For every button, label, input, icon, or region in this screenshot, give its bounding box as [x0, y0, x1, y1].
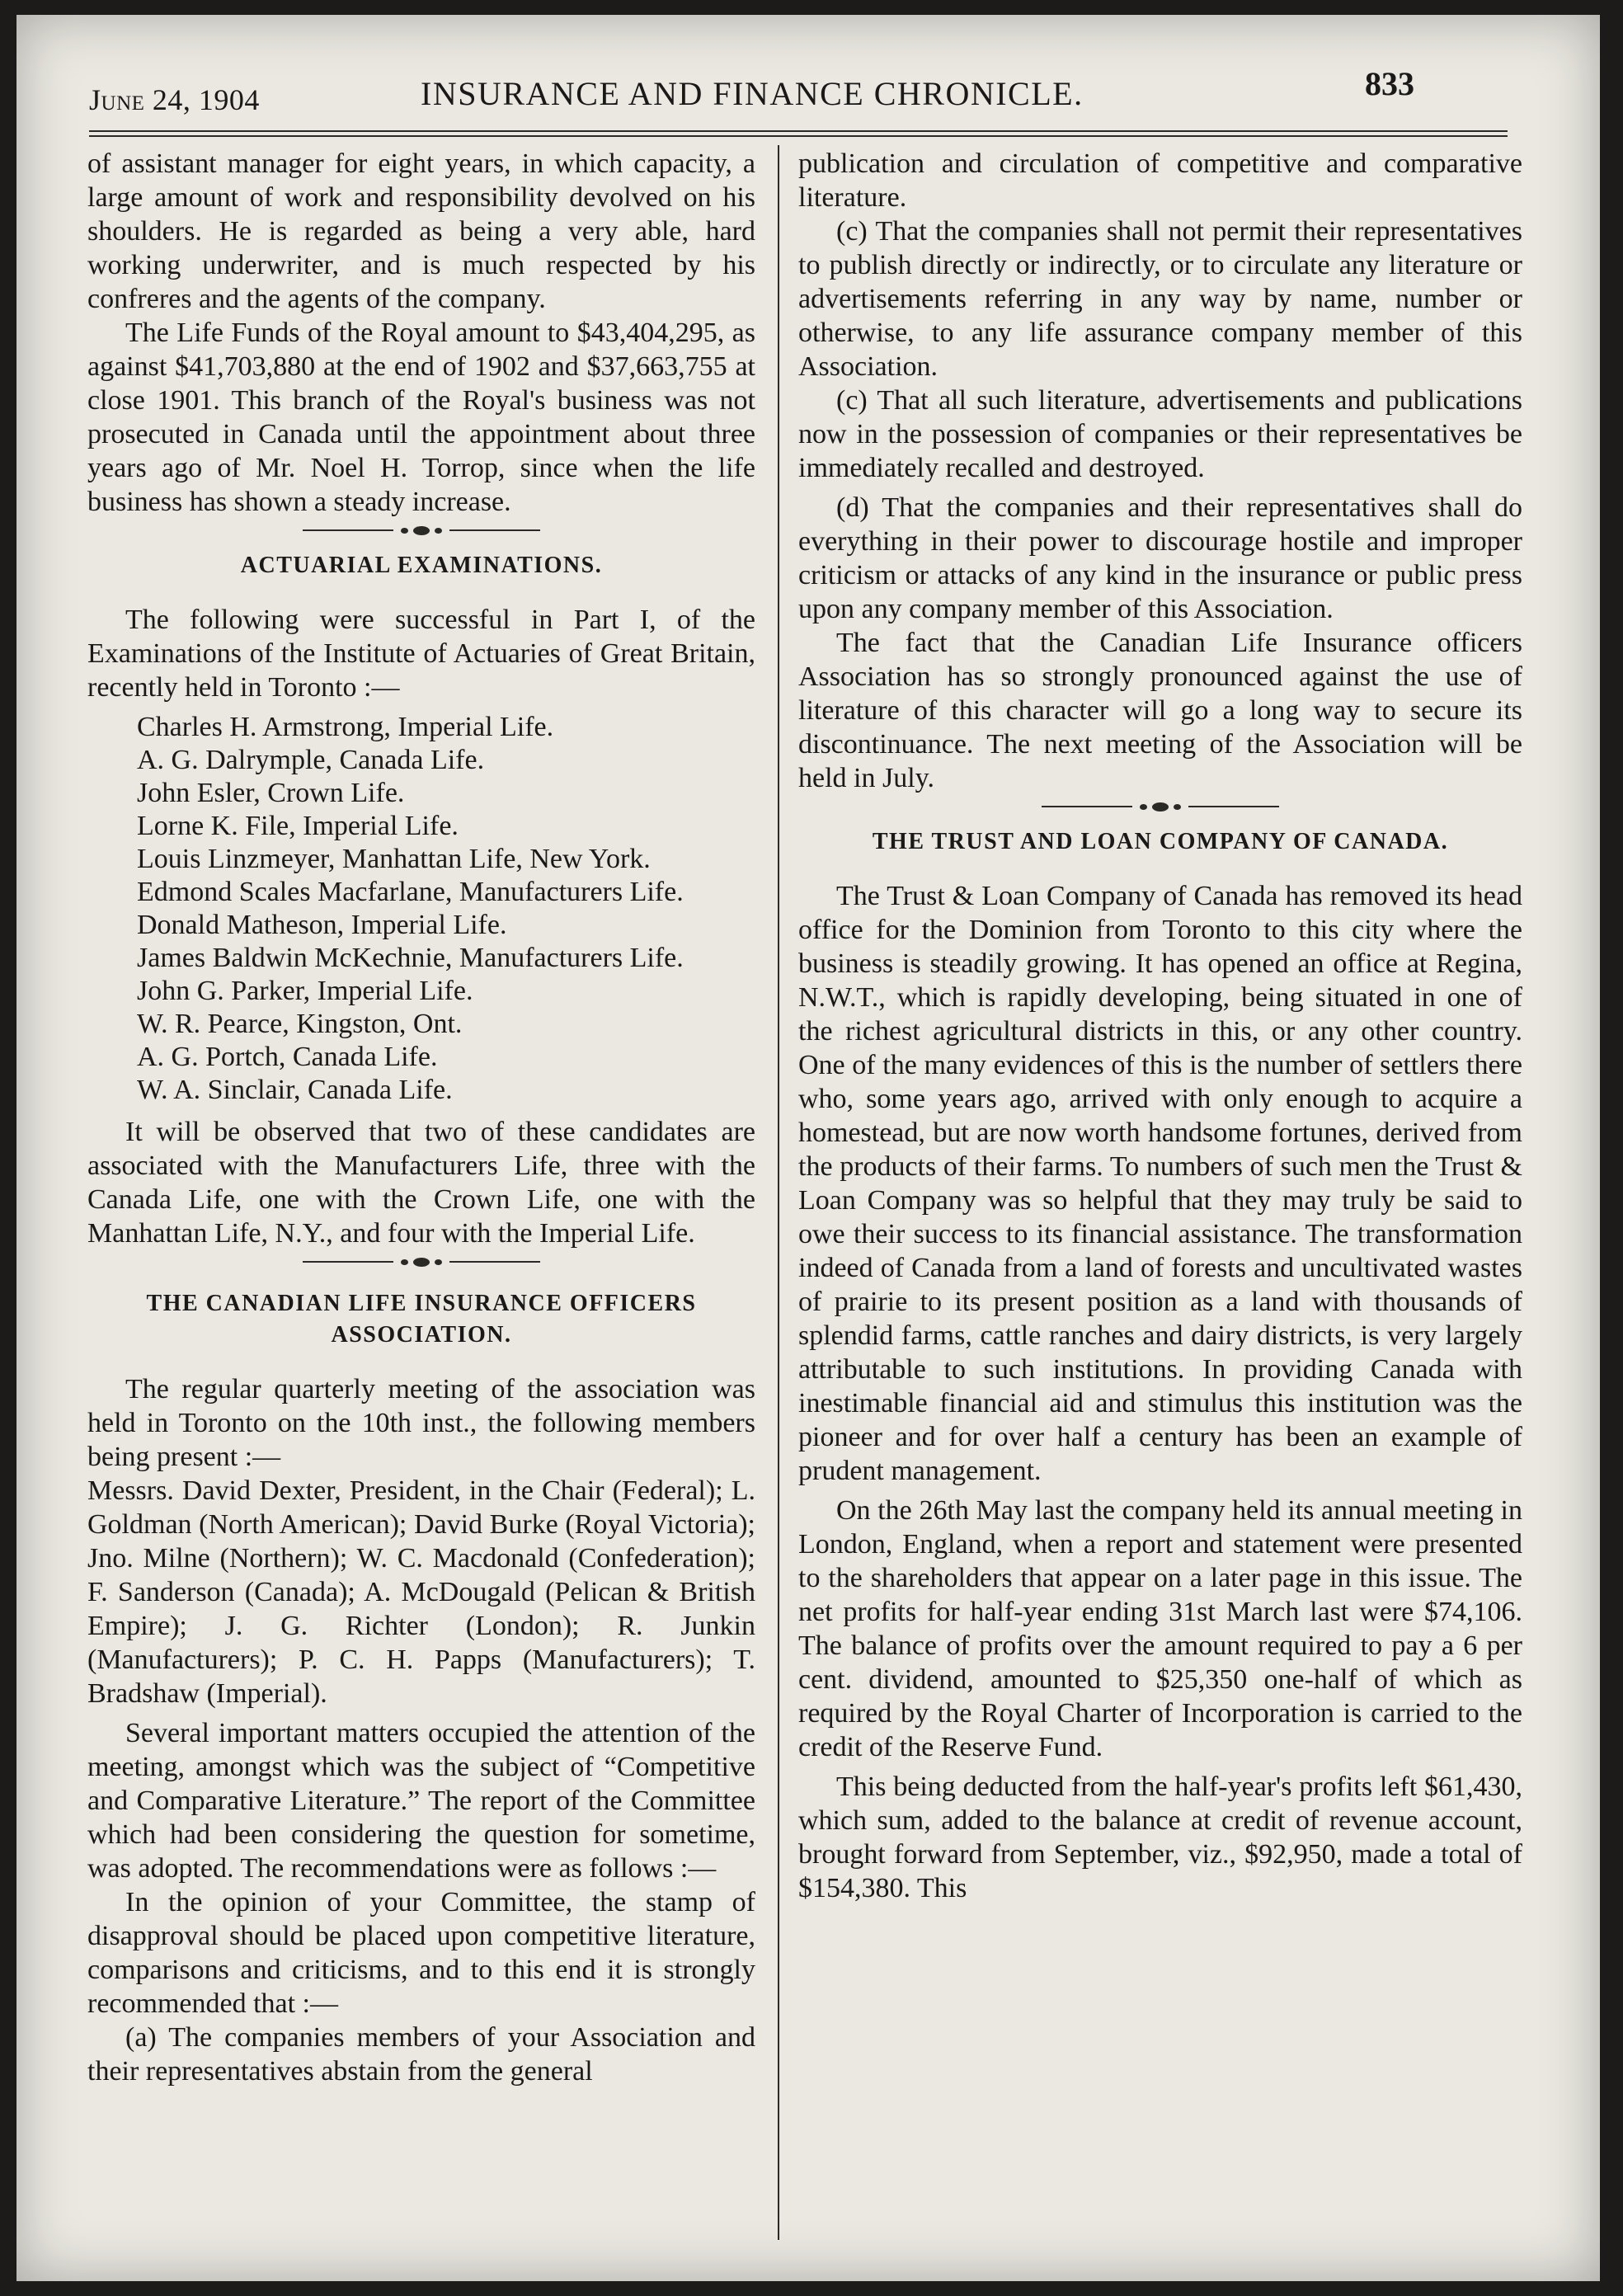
- list-item: Charles H. Armstrong, Imperial Life.: [137, 712, 554, 742]
- list-item: W. R. Pearce, Kingston, Ont.: [137, 1009, 463, 1039]
- list-item: Louis Linzmeyer, Manhattan Life, New York.: [137, 844, 651, 874]
- publication-title: INSURANCE AND FINANCE CHRONICLE.: [421, 75, 1084, 112]
- paragraph: (c) That the companies shall not permit their representatives to publish directly or indirectly, or to circulate any literature or advertisements referring in any way by name, number or otherwise, to any life assurance company member of this Association.: [798, 216, 1522, 382]
- paragraph: Several important matters occupied the attention of the meeting, amongst which was the subject of “Competitive and Comparative Literature.” The report of the Committee which had been considering the question for sometime, was adopted. The recommendations were as follows :—: [87, 1718, 755, 1884]
- paragraph: (d) That the companies and their representatives shall do everything in their power to discourage hostile and improper criticism or attacks of any kind in the insurance or public press upon any company member of this Association.: [798, 492, 1522, 624]
- section-heading: THE CANADIAN LIFE INSURANCE OFFICERS ASSOCIATION.: [146, 1291, 697, 1348]
- paragraph: publication and circulation of competitive and comparative literature.: [798, 148, 1522, 213]
- list-item: Donald Matheson, Imperial Life.: [137, 910, 507, 940]
- header-rule-thin: [89, 135, 1508, 137]
- list-item: A. G. Portch, Canada Life.: [137, 1042, 438, 1072]
- candidate-list: [87, 711, 755, 1107]
- list-item: James Baldwin McKechnie, Manufacturers Life.: [137, 943, 684, 973]
- section-ornament: [87, 522, 755, 539]
- header-rule: [89, 130, 1508, 132]
- paragraph: The following were successful in Part I, of the Examinations of the Institute of Actuaries of Great Britain, recently held in Toronto :—: [87, 605, 755, 703]
- list-item: Lorne K. File, Imperial Life.: [137, 811, 459, 841]
- paragraph: (a) The companies members of your Association and their representatives abstain from the general: [87, 2022, 755, 2087]
- paragraph: The fact that the Canadian Life Insurance officers Association has so strongly pronounced against the use of literature of this character will go a long way to secure its discontinuance. The next meeting of the Association will be held in July.: [798, 628, 1522, 793]
- section-ornament: [87, 1254, 755, 1270]
- list-item: John Esler, Crown Life.: [137, 778, 405, 808]
- section-ornament: [798, 798, 1522, 815]
- paragraph: This being deducted from the half-year's profits left $61,430, which sum, added to the balance at credit of revenue account, brought forward from September, viz., $92,950, made a total of $154,380. This: [798, 1771, 1522, 1903]
- paragraph: Messrs. David Dexter, President, in the Chair (Federal); L. Goldman (North American); David Burke (Royal Victoria); Jno. Milne (Northern); W. C. Macdonald (Confederation); F. Sanderson (Canada); A. McDougald (Pelican & British Empire); J. G. Richter (London); R. Junkin (Manufacturers); P. C. H. Papps (Manufacturers); T. Bradshaw (Imperial).: [87, 1475, 755, 1709]
- list-item: W. A. Sinclair, Canada Life.: [137, 1075, 453, 1105]
- paragraph: The Life Funds of the Royal amount to $43,404,295, as against $41,703,880 at the end of 1902 and $37,663,755 at close 1901. This branch of the Royal's business was not prosecuted in Canada until the appointment about three years ago of Mr. Noel H. Torrop, since when the life business has shown a steady increase.: [87, 318, 755, 517]
- section-heading: ACTUARIAL EXAMINATIONS.: [240, 553, 603, 578]
- paragraph: The regular quarterly meeting of the association was held in Toronto on the 10th inst., the following members being present :—: [87, 1374, 755, 1472]
- paragraph: It will be observed that two of these candidates are associated with the Manufacturers Life, three with the Canada Life, one with the Crown Life, one with the Manhattan Life, N.Y., and four with the Imperial Life.: [87, 1117, 755, 1249]
- page-number: 833: [1365, 65, 1414, 102]
- list-item: John G. Parker, Imperial Life.: [137, 976, 473, 1006]
- list-item: A. G. Dalrymple, Canada Life.: [137, 745, 485, 775]
- column-divider: [778, 145, 779, 2240]
- section-heading: THE TRUST AND LOAN COMPANY OF CANADA.: [872, 829, 1449, 854]
- paragraph: In the opinion of your Committee, the stamp of disapproval should be placed upon competitive literature, comparisons and criticisms, and to this end it is strongly recommended that :—: [87, 1887, 755, 2019]
- right-column: [798, 147, 1522, 2258]
- paragraph: (c) That all such literature, advertisements and publications now in the possession of companies or their representatives be immediately recalled and destroyed.: [798, 385, 1522, 483]
- paragraph: of assistant manager for eight years, in which capacity, a large amount of work and responsibility devolved on his shoulders. He is regarded as being a very able, hard working underwriter, and is much respected by his confreres and the agents of the company.: [87, 148, 755, 314]
- left-column: [87, 147, 755, 2258]
- paragraph: On the 26th May last the company held its annual meeting in London, England, when a report and statement were presented to the shareholders that appear on a later page in this issue. The net profits for half-year ending 31st March last were $74,106. The balance of profits over the amount required to pay a 6 per cent. dividend, amounted to $25,350 one-half of which as required by the Royal Charter of Incorporation is carried to the credit of the Reserve Fund.: [798, 1495, 1522, 1762]
- paragraph: The Trust & Loan Company of Canada has removed its head office for the Dominion from Toronto to this city where the business is steadily growing. It has opened an office at Regina, N.W.T., which is rapidly developing, being situated in one of the richest agricultural districts in this, or any other country. One of the many evidences of this is the number of settlers there who, some years ago, arrived with only enough to acquire a homestead, but are now worth handsome fortunes, derived from the products of their farms. To numbers of such men the Trust & Loan Company was so helpful that they may truly be said to owe their success to its financial assistance. The transformation indeed of Canada from a land of forests and uncultivated wastes of prairie to its present position as a land with thousands of splendid farms, cattle ranches and dairy districts, is very largely attributable to such institutions. In providing Canada with inestimable financial aid and stimulus this institution was the pioneer and for over half a century has been an example of prudent management.: [798, 881, 1522, 1486]
- issue-date: June 24, 1904: [89, 83, 260, 116]
- newspaper-page: [16, 15, 1600, 2281]
- list-item: Edmond Scales Macfarlane, Manufacturers Life.: [137, 877, 684, 907]
